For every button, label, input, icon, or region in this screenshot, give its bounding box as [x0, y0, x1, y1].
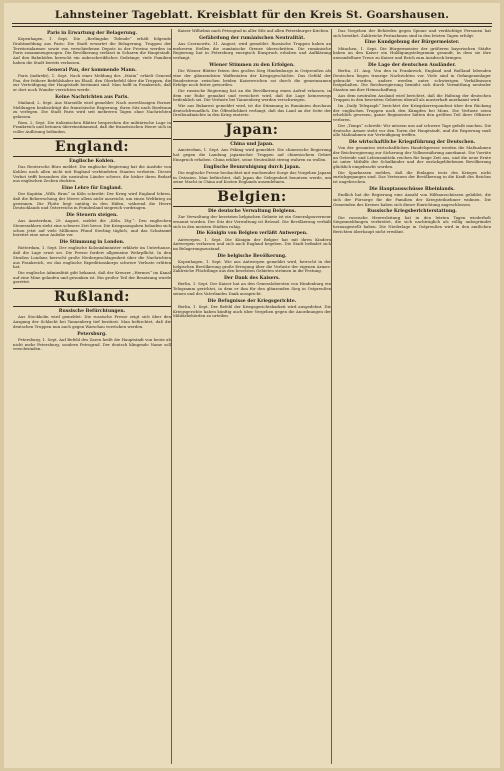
article-heading: Der Dank des Kaisers. — [224, 276, 280, 282]
article-heading: China und Japan. — [230, 142, 274, 148]
column-1 — [13, 29, 171, 764]
article-paragraph: Aus Stockholm wird gemeldet: Die russische Presse zeigt sich über den Ausgang der Schlacht bei Tannenberg tief bestürzt. Man befürchtet, daß die deutschen Truppen nun auch gegen Warschau vorrücken werden. — [13, 314, 171, 329]
article-paragraph: Rom, 2. Sept. Die italienischen Blätter besprechen die militärische Lage in Frankreich und betonen übereinstimmend, daß die französischen Heere sich in voller Auflösung befänden. — [13, 119, 171, 135]
article-paragraph: Das Vorgehen der Behörden gegen Spione und verdächtige Personen hat sich bewährt. Zahlreiche Festnahmen sind in den letzten Tagen erfolgt. — [333, 29, 491, 38]
article-heading: Die wirtschaftliche Kriegsführung der Deutschen. — [348, 139, 476, 145]
article-paragraph: München, 1. Sept. Die Bürgermeister der größeren bayerischen Städte haben an den Kaiser ein Huldigungstelegramm gesandt, in dem sie ihre unwandelbare Treue zu Kaiser und Reich zum Ausdruck bringen. — [333, 45, 491, 61]
article-paragraph: Der „Temps“ schreibt: Wir müssen uns auf schwere Tage gefaßt machen. Die deutsche Armee steht vor den Toren der Hauptstadt, und die Regierung muß alle Maßnahmen zur Verteidigung treffen. — [333, 122, 491, 138]
article-heading: Die Hauptausschüsse Rheinlands. — [369, 186, 455, 192]
masthead — [12, 6, 492, 24]
article-heading: Die Königin von Belgien verläßt Antwerpen. — [196, 231, 308, 237]
section-heading: Rußland: — [13, 288, 171, 307]
article-paragraph: Kaiser Wilhelms nach Petrograd in aller Eile auf allen Petersburger Kirchen. — [178, 29, 330, 33]
column-3 — [333, 29, 491, 764]
section-heading: Japan: — [173, 121, 331, 140]
article-heading: Die deutsche Verwaltung Belgiens. — [208, 208, 296, 214]
article-paragraph: Petersburg, 1. Sept. Auf Befehl des Zaren heißt die Hauptstadt von heute ab nicht mehr Petersburg, sondern Petrograd. Der deutsch klingende Name soll verschwinden. — [13, 336, 171, 352]
article-paragraph: Amsterdam, 1. Sept. Aus Peking wird gemeldet: Die chinesische Regierung hat gegen die Landung japanischer Truppen auf chinesischem Gebiet Einspruch erhoben. China erklärt, seine Neutralität streng wahren zu wollen. — [173, 147, 331, 162]
newspaper-page — [4, 3, 500, 768]
article-paragraph: Zur Verwaltung der besetzten belgischen Gebiete ist ein Generalgouverneur ernannt worden. Der Sitz der Verwaltung ist Brüssel. Die Bevölkerung verhält sich in den meisten Städten ruhig. — [173, 214, 331, 229]
article-paragraph: Die Sparkassen melden, daß die Einlagen trotz des Krieges nicht zurückgegangen sind. Das Vertrauen der Bevölkerung in die Kraft des Reiches ist ungebrochen. — [333, 169, 491, 185]
article-paragraph: Die Wiener Blätter feiern den großen Sieg Hindenburgs in Ostpreußen als eine der glänzendsten Waffentaten der Kriegsgeschichte. Das Gefühl der Bundestreue zwischen beiden Kaiserreichen sei durch die gemeinsamen Erfolge noch fester geworden. — [173, 68, 331, 88]
article-paragraph: Antwerpen, 1. Sept. Die Königin der Belgier hat mit ihren Kindern Antwerpen verlassen und sich nach England begeben. Die Stadt befindet sich im Belagerungszustand. — [173, 236, 331, 252]
article-paragraph: Von der gesamten wirtschaftlichen Handelspresse werden die Maßnahmen der Reichsregierung zur Sicherung der Volksernährung anerkannt. Die Vorräte an Getreide und Lebensmitteln reichen für lange Zeit aus, und die neue Ernte ist unter Mithilfe der Schulkinder und der zurückgebliebenen Bevölkerung glücklich eingebracht worden. — [333, 145, 491, 170]
article-heading: Die Befugnisse der Kriegsgerichte. — [207, 298, 297, 304]
article-heading: Die Stimmung in London. — [59, 240, 125, 246]
section-heading: England: — [13, 138, 171, 157]
article-paragraph: Kopenhagen, 1. Sept. Die „Berlingske Tidende“ erhält folgende Drahtmeldung aus Paris: Die Stadt erwartet die Belagerung. Truppen der Territorialarmee sowie von verschiedenen Depots in der Provinz werden in Paris zusammengezogen. Die Bevölkerung verlässt in Scharen die Hauptstadt. Auf den Bahnhöfen herrscht ein unbeschreibliches Gedränge; viele Familien haben die Stadt bereits verlassen. — [13, 36, 171, 65]
article-heading: Englische Kohlen. — [69, 158, 115, 164]
column-2 — [173, 29, 331, 764]
column-divider — [331, 29, 332, 764]
article-paragraph: Aus Amsterdam, 29. August, meldet die „Köln. Ztg.“: Den englischen Steuerzahlern steht eine schwere Zeit bevor. Die Kriegsausgaben belaufen sich schon jetzt auf viele Millionen Pfund Sterling täglich, und das Schatzamt bereitet eine neue Anleihe vor. — [13, 218, 171, 238]
masthead-rule — [12, 26, 492, 27]
article-paragraph: Das Reutersche Büro meldet: Die englische Regierung hat die Ausfuhr von Kohlen nach allen nicht mit England verbündeten Staaten verboten. Dieses Verbot trifft besonders die neutralen Länder schwer, die bisher ihren Bedarf aus englischen Zechen deckten. — [13, 164, 171, 184]
article-paragraph: Endlich hat die Regierung eine Anzahl von Hilfsausschüssen gebildet, die sich der Fürsorge für die Familien der Kriegsteilnehmer widmen. Die Gemeinden des Kreises haben sich dieser Einrichtung angeschlossen. — [333, 192, 491, 207]
section-heading: Belgien: — [173, 188, 331, 207]
article-heading: Englische Beunruhigung durch Japan. — [203, 164, 301, 170]
article-heading: Wiener Stimmen zu den Erfolgen. — [209, 62, 295, 68]
article-paragraph: Aus Czernowitz, 31. August, wird gemeldet: Russische Truppen haben an mehreren Stellen die rumänische Grenze überschritten. Die rumänische Regierung hat in Petersburg energisch Einspruch erhoben und Aufklärung verlangt. — [173, 41, 331, 61]
article-paragraph: Die englische Admiralität gibt bekannt, daß der Kreuzer „Hermes“ im Kanal auf eine Mine gelaufen und gesunken ist. Ein großer Teil der Besatzung wurde gerettet. — [13, 269, 171, 285]
article-paragraph: Im „Daily Telegraph“ berichtet der Kriegskorrespondent über den Rückzug der englischen Truppen nach den Kämpfen bei Mons. Die Verluste seien erheblich gewesen; ganze Regimenter hätten den größten Teil ihrer Offiziere verloren. — [333, 103, 491, 123]
article-paragraph: Berlin, 1. Sept. Der Kaiser hat an den Generalobersten von Hindenburg ein Telegramm gerichtet, in dem er ihm für den glänzenden Sieg in Ostpreußen seinen und des Vaterlandes Dank ausspricht. — [173, 281, 331, 296]
article-paragraph: Berlin, 31. Aug. Von den in Frankreich, England und Rußland lebenden Deutschen liegen traurige Nachrichten vor. Viele sind in Gefangenenlager gebracht worden, andere werden unter schwierigen Verhältnissen festgehalten. Die Reichsregierung bemüht sich durch Vermittlung neutraler Staaten um ihre Heimschaffung. — [333, 68, 491, 92]
article-heading: Petersburg. — [77, 331, 107, 337]
article-paragraph: Wie aus Bukarest gemeldet wird, ist die Stimmung in Rumänien durchaus deutschfreundlich. Die Öffentlichkeit verlangt, daß das Land an der Seite der Dreibundmächte in den Krieg eintrete. — [173, 103, 331, 118]
article-paragraph: Der Kapitän „Wilh. Brun“ in Köln schreibt: Der Krieg wird England lehren, daß die Beherrschung der Meere allein nicht ausreicht, um einen Weltkrieg zu gewinnen. Die Flotte liegt untätig in den Häfen, während die Heere Deutschlands und Österreichs in Feindesland siegreich vordringen. — [13, 191, 171, 211]
article-heading: Keine Nachrichten aus Paris. — [55, 94, 129, 100]
article-paragraph: Die russische Regierung hat an die Bevölkerung einen Aufruf erlassen, in dem zur Ruhe gemahnt und versichert wird, daß die Lage keineswegs bedenklich sei. Die Verluste bei Tannenberg werden verschwiegen. — [173, 87, 331, 103]
article-heading: Die Lage der deutschen Ausländer. — [368, 62, 456, 68]
article-heading: General Pau, der kommende Mann. — [47, 67, 137, 73]
article-paragraph: Kopenhagen, 1. Sept. Wie aus Antwerpen gemeldet wird, herrscht in der belgischen Bevölkerung große Erregung über die Verluste der eigenen Armee. Zahlreiche Flüchtlinge aus den besetzten Gebieten strömen in die Festung. — [173, 259, 331, 274]
article-paragraph: Paris (indirekt), 1. Sept. Nach einer Meldung des „Matin“ erhielt General Pau, der frühere Befehlshaber im Elsaß, den Oberbefehl über die Truppen, die zur Verteidigung der Hauptstadt bestimmt sind. Man hofft in Frankreich, daß er dort noch Wunder verrichten werde. — [13, 72, 171, 92]
article-heading: Eine Kundgebung der Bürgermeister. — [364, 40, 460, 46]
article-paragraph: Mailand, 2. Sept. Aus Marseille wird gemeldet: Nach zuverlässigen Pariser Meldungen beabsichtigt die französische Regierung, ihren Sitz nach Bordeaux zu verlegen. Die Stadt Paris wird seit mehreren Tagen ohne Nachrichten gelassen. — [13, 99, 171, 120]
article-heading: Russische Kriegsberichterstattung. — [367, 209, 457, 215]
column-divider — [171, 29, 172, 764]
article-paragraph: Die englische Presse beobachtet mit wachsender Sorge das Vorgehen Japans in Ostasien. Man befürchtet, daß Japan die Gelegenheit benutzen werde, um seine Macht in China auf Kosten Englands auszudehnen. — [173, 169, 331, 185]
article-paragraph: Berlin, 1. Sept. Der Befehl der Kriegsgerichtsbarkeit wird ausgedehnt. Die Kriegsgerichte haben künftig auch über Vergehen gegen die Anordnungen der Militärbehörden zu urteilen. — [173, 303, 331, 319]
article-heading: Die Steuern steigen. — [66, 213, 118, 219]
masthead-title: Lahnsteiner Tageblatt. Kreisblatt für den Kreis St. Goarshausen. — [54, 9, 450, 21]
article-heading: Eine Lehre für England. — [61, 185, 123, 191]
article-heading: Russische Befürchtungen. — [58, 309, 126, 315]
article-heading: Paris in Erwartung der Belagerung. — [46, 31, 138, 36]
article-paragraph: Die russische Heeresleitung hat in den letzten Tagen wiederholt Siegesmeldungen verbreitet, die sich nachträglich als völlig unbegründet herausgestellt haben. Die Niederlage in Ostpreußen wird in den amtlichen Berichten überhaupt nicht erwähnt. — [333, 214, 491, 234]
article-heading: Die belgische Bevölkerung. — [217, 253, 287, 259]
article-paragraph: Rotterdam, 1. Sept. Der englische Kolonialminister erklärte im Unterhause, daß die Lage ernst sei. Die Presse fordert allgemeine Wehrpflicht. In den Straßen Londons herrscht große Niedergeschlagenheit über die Nachrichten aus Frankreich, wo das englische Expeditionskorps schwere Verluste erlitten hat. — [13, 245, 171, 270]
article-paragraph: Aus dem neutralen Ausland wird berichtet, daß die Haltung der deutschen Truppen in den besetzten Gebieten überall als musterhaft anerkannt wird. — [333, 92, 491, 103]
article-heading: Gefährdung der rumänischen Neutralität. — [199, 35, 305, 41]
